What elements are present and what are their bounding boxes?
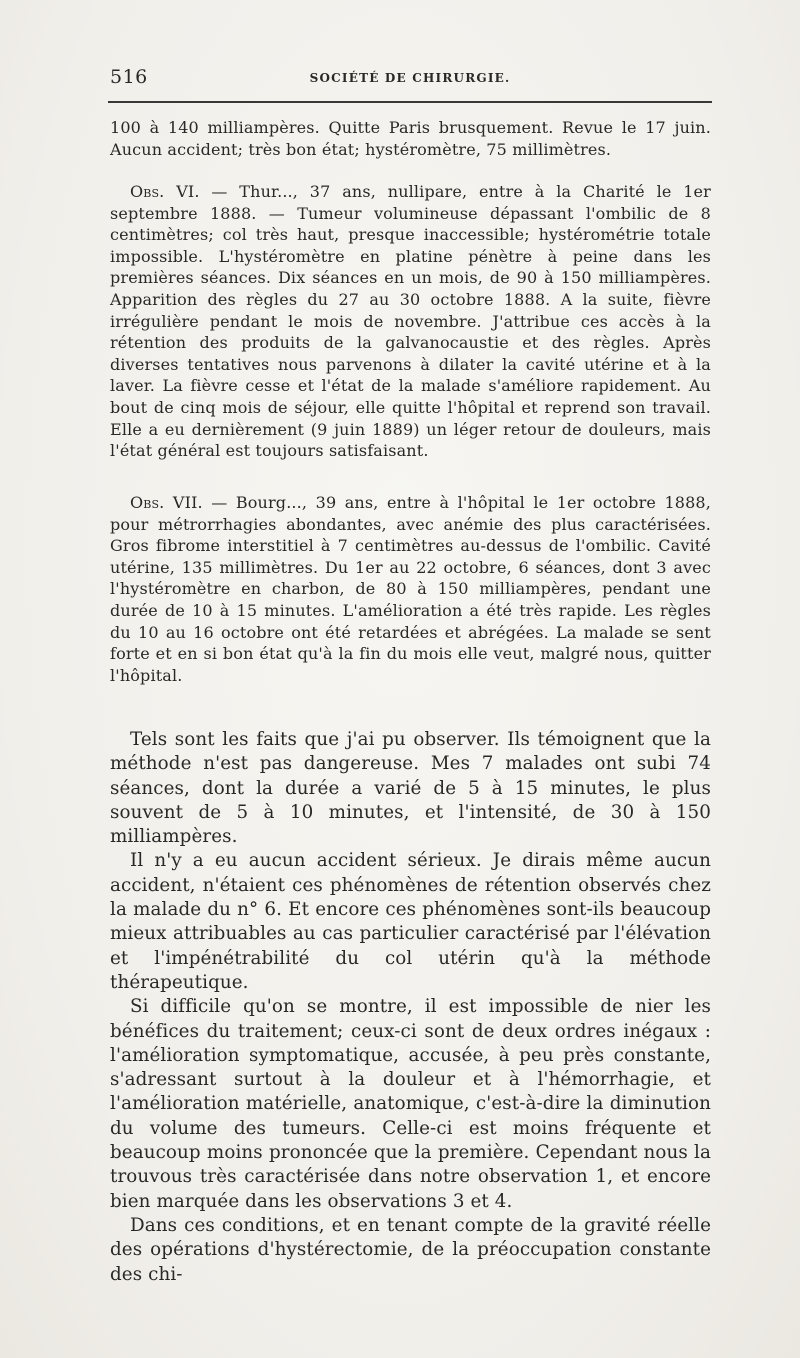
paragraph-text: 100 à 140 milliampères. Quitte Paris brusquement. Revue le 17 juin. Aucun accident; très bon état; hystéromètre, 75 millimètres. xyxy=(110,118,711,159)
paragraph-text: Il n'y a eu aucun accident sérieux. Je dirais même aucun accident, n'étaient ces phénomènes de rétention observés chez la malade du n° 6. Et encore ces phénomènes sont-ils beaucoup mieux attribuables au cas particulier caractérisé par l'élévation et l'impénétrabilité du col utérin qu'à la méthode thérapeutique. xyxy=(110,850,711,993)
observation-text: — Thur..., 37 ans, nullipare, entre à la Charité le 1er septembre 1888. — Tumeur volumineuse dépassant l'ombilic de 8 centimètres; col très haut, presque inaccessible; hystérométrie totale impossible. L'hystéromètre en platine pénètre à peine dans les premières séances. Dix séances en un mois, de 90 à 150 milliampères. Apparition des règles du 27 au 30 octobre 1888. A la suite, fièvre irrégulière pendant le mois de novembre. J'attribue ces accès à la rétention des produits de la galvanocaustie et des règles. Après diverses tentatives nous parvenons à dilater la cavité utérine et à la laver. La fièvre cesse et l'état de la malade s'améliore rapidement. Au bout de cinq mois de séjour, elle quitte l'hôpital et reprend son travail. Elle a eu dernièrement (9 juin 1889) un léger retour de douleurs, mais l'état général est toujours satisfaisant. xyxy=(110,182,711,461)
paragraph-text xyxy=(110,492,711,686)
running-head: SOCIÉTÉ DE CHIRURGIE. xyxy=(309,71,511,85)
observation-label: Obs. VII. xyxy=(130,493,203,512)
page-header xyxy=(110,66,710,94)
observation-label: Obs. VI. xyxy=(130,182,200,201)
observation-7 xyxy=(110,492,711,686)
observation-text: — Bourg..., 39 ans, entre à l'hôpital le 1er octobre 1888, pour métrorrhagies abondantes, avec anémie des plus caractérisées. Gros fibrome interstitiel à 7 centimètres au-dessus de l'ombilic. Cavité utérine, 135 millimètres. Du 1er au 22 octobre, 6 séances, dont 3 avec l'hystéromètre en charbon, de 80 à 150 milliampères, pendant une durée de 10 à 15 minutes. L'amélioration a été très rapide. Les règles du 10 au 16 octobre ont été retardées et abrégées. La malade se sent forte et en si bon état qu'à la fin du mois elle veut, malgré nous, quitter l'hôpital. xyxy=(110,493,712,685)
header-rule xyxy=(108,101,712,103)
page-number: 516 xyxy=(110,66,148,88)
paragraph-text: Tels sont les faits que j'ai pu observer. Ils témoignent que la méthode n'est pas dangereuse. Mes 7 malades ont subi 74 séances, dont la durée a varié de 5 à 15 minutes, le plus souvent de 5 à 10 minutes, et l'intensité, de 30 à 150 milliampères. xyxy=(110,729,711,848)
paragraph-text xyxy=(110,181,711,462)
paragraph-text: Dans ces conditions, et en tenant compte de la gravité réelle des opérations d'hystérectomie, de la préoccupation constante des chi- xyxy=(110,1214,711,1285)
observation-6 xyxy=(110,181,711,462)
paragraph-text: Si difficile qu'on se montre, il est impossible de nier les bénéfices du traitement; ceux-ci sont de deux ordres inégaux : l'amélioration symptomatique, accusée, à peu près constante, s'adressant surtout à la douleur et à l'hémorrhagie, et l'amélioration matérielle, anatomique, c'est-à-dire la diminution du volume des tumeurs. Celle-ci est moins fréquente et beaucoup moins prononcée que la première. Cependant nous la trouvous très caractérisée dans notre observation 1, et encore bien marquée dans les observations 3 et 4. xyxy=(110,996,711,1212)
paragraph-continuation xyxy=(110,117,711,160)
main-text xyxy=(110,728,711,1287)
